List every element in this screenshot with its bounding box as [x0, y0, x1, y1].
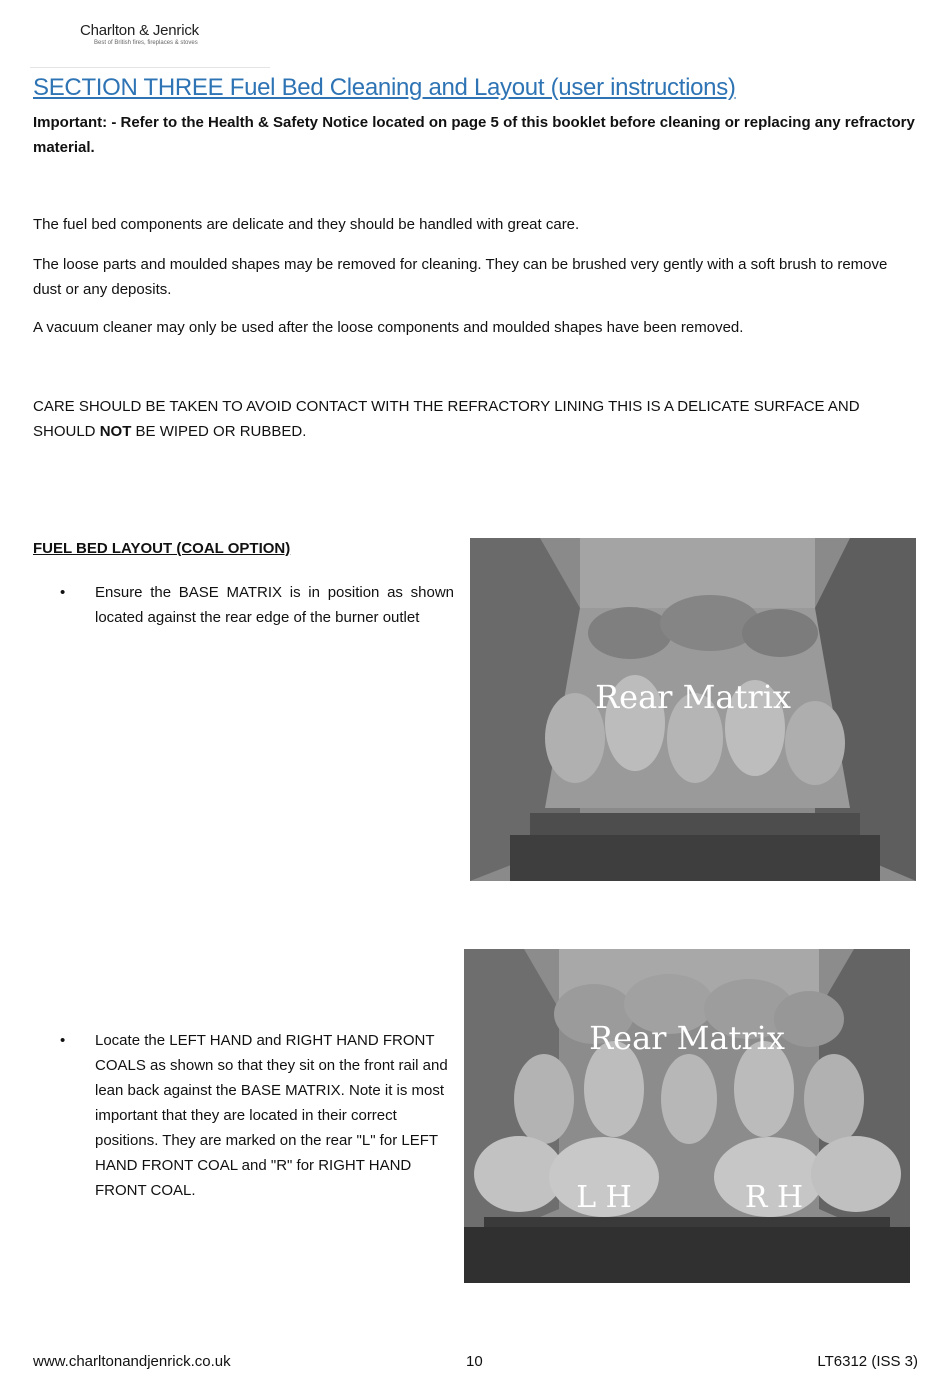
step-front-coals: Locate the LEFT HAND and RIGHT HAND FRONT COALS as shown so that they sit on the front rail and lean back against the BASE MATRIX. Note it is most important that they are located in their correct positions. They are marked on the rear "L" for LEFT HAND FRONT COAL and "R" for RIGHT HAND FRONT COAL. [95, 1032, 448, 1199]
front-coals-photo [464, 949, 910, 1283]
footer-page-number: 10 [466, 1353, 483, 1370]
footer-doc-ref: LT6312 (ISS 3) [817, 1353, 918, 1370]
important-note: Important: - Refer to the Health & Safety Notice located on page 5 of this booklet before cleaning or replacing any refractory material. [33, 114, 915, 156]
paragraph-cleaning: The loose parts and moulded shapes may be removed for cleaning. They can be brushed very gently with a soft brush to remove dust or any deposits. [33, 256, 888, 298]
front-coals-image [464, 949, 910, 1283]
caution-emphasis: NOT [99, 423, 132, 440]
rear-matrix-label: Rear Matrix [595, 678, 791, 716]
base-matrix-photo [470, 538, 916, 881]
caution-text: CARE SHOULD BE TAKEN TO AVOID CONTACT WITH THE REFRACTORY LINING THIS IS A DELICATE SURFACE AND SHOULD [33, 398, 860, 440]
caution-notice [33, 394, 913, 444]
paragraph-vacuum: A vacuum cleaner may only be used after the loose components and moulded shapes have been removed. [33, 319, 744, 336]
brand-name: Charlton & Jenrick [80, 22, 199, 39]
brand-logo [80, 22, 199, 46]
brand-tagline: Best of British fires, fireplaces & stoves [94, 40, 198, 46]
rear-matrix-label: Rear Matrix [589, 1019, 785, 1057]
section-title: SECTION THREE Fuel Bed Cleaning and Layout (user instructions) [33, 74, 736, 101]
paragraph-handling: The fuel bed components are delicate and they should be handled with great care. [33, 216, 580, 233]
bullet-icon: • [60, 584, 66, 601]
left-hand-coal-label: L H [576, 1180, 632, 1215]
step-base-matrix: Ensure the BASE MATRIX is in position as shown located against the rear edge of the burner outlet [95, 584, 454, 626]
footer-website: www.charltonandjenrick.co.uk [33, 1353, 231, 1370]
right-hand-coal-label: R H [744, 1180, 804, 1215]
list-item [60, 1028, 450, 1203]
bullet-icon: • [60, 1032, 66, 1049]
list-item [60, 580, 454, 630]
base-matrix-image [470, 538, 916, 881]
caution-text-end: BE WIPED OR RUBBED. [131, 423, 307, 440]
header-divider [30, 67, 270, 68]
fuel-bed-layout-heading: FUEL BED LAYOUT (COAL OPTION) [33, 540, 291, 557]
